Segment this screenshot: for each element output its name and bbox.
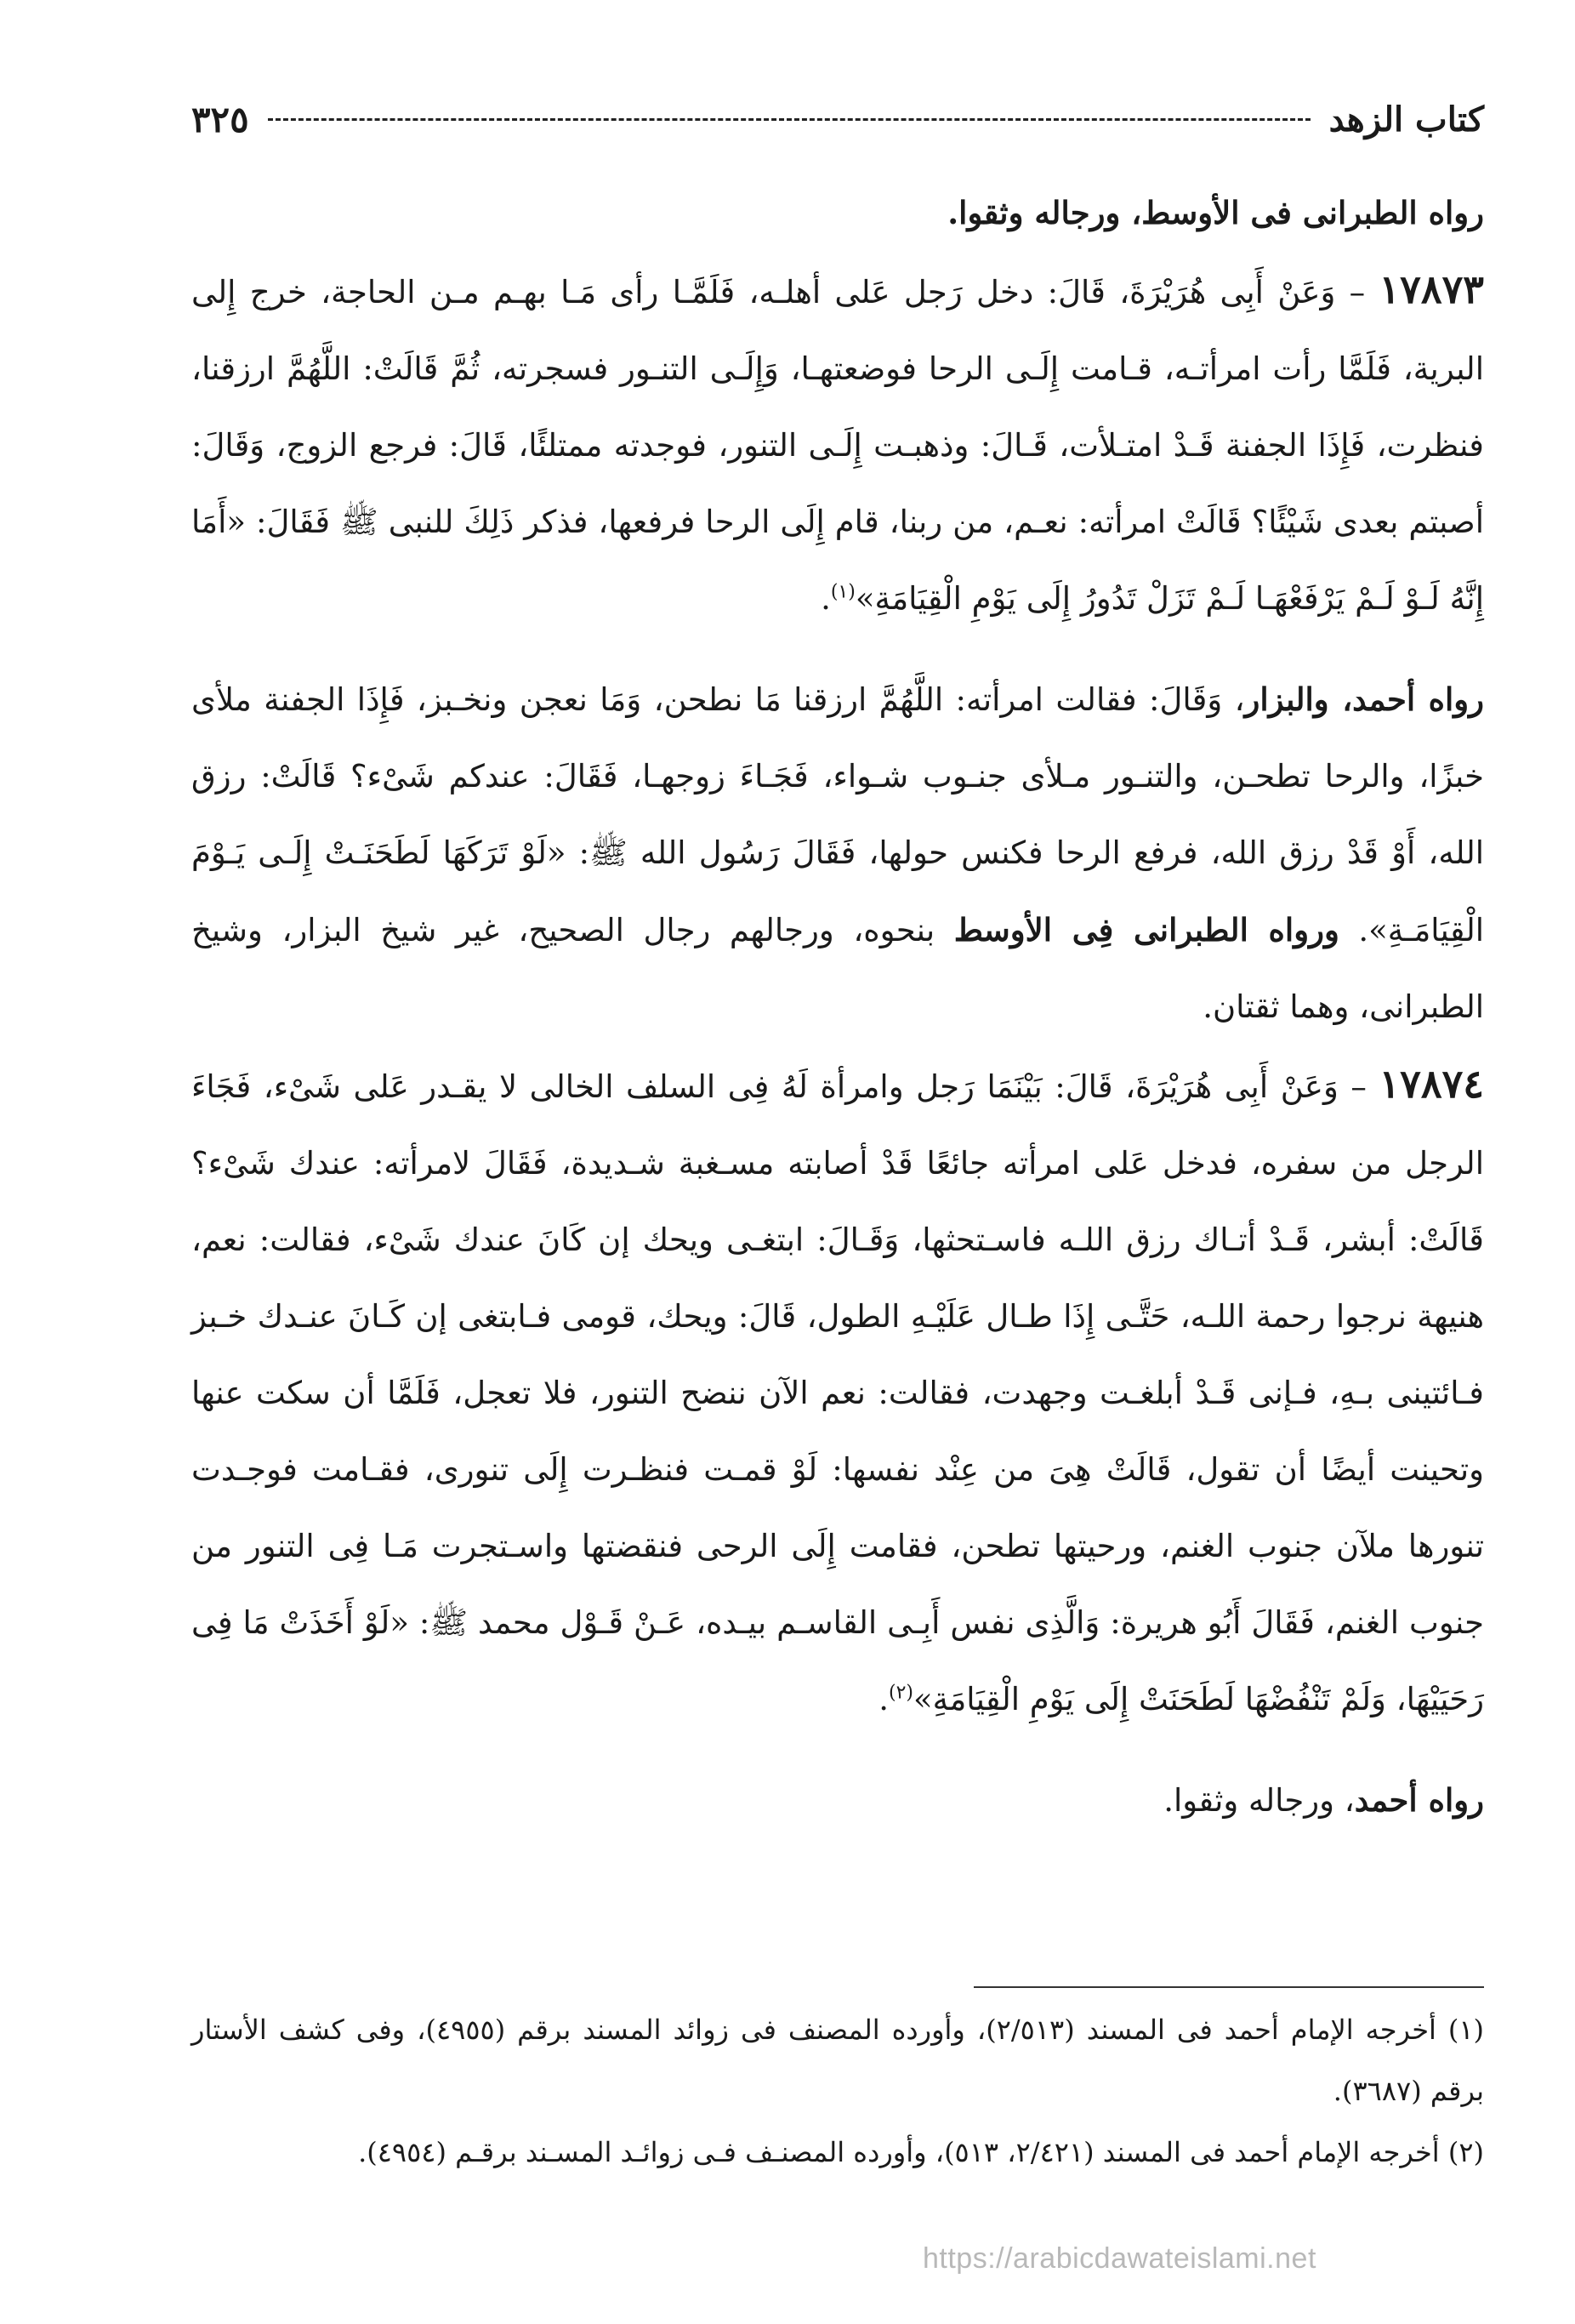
footnote-separator bbox=[974, 1986, 1484, 1988]
header-dash-rule bbox=[268, 118, 1311, 121]
paragraph-gap bbox=[191, 1738, 1484, 1762]
hadith-17874 bbox=[191, 1045, 1484, 1738]
footnote-ref: (١) bbox=[830, 581, 856, 603]
paragraph-gap bbox=[191, 637, 1484, 661]
footnote-1: (١) أخرجه الإمام أحمد فى المسند (٢/٥١٣)، وأورده المصنف فى زوائد المسند برقم (٤٩٥٥)، وفى كشف الأستار برقم (٣٦٨٧). bbox=[191, 2014, 1485, 2107]
hadith-text: – وَعَنْ أَبِى هُرَيْرَةَ، قَالَ: دخل رَجل عَلى أهلـه، فَلَمَّـا رأى مَـا بهـم مـن الحاجة، خرج إِلى البرية، فَلَمَّا رأت امرأتـه، قـامت إِلَـى الرحا فوضعتهـا، وَإِلَـى التنـور فسجرته، ثُمَّ قَالَتْ: اللَّهُمَّ ارزقنا، فنظرت، فَإِذَا الجفنة قَـدْ امتـلأت، قَـالَ: وذهبـت إِلَـى التنور، فوجدته ممتلئًا، قَالَ: فرجع الزوج، وَقَالَ: أصبتم بعدى شَيْئًا؟ قَالَتْ امرأته: نعـم، من ربنا، قام إِلَى الرحا فرفعها، فذكر ذَلِكَ للنبى ﷺ فَقَالَ: «أَمَا إِنَّهُ لَـوْ لَـمْ يَرْفَعْهَـا لَـمْ تَزَلْ تَدُورُ إِلَى يَوْمِ الْقِيَامَةِ» bbox=[191, 274, 1484, 617]
page-number: ٣٢٥ bbox=[191, 98, 249, 140]
narrator-source: رواه أحمد bbox=[1354, 1781, 1484, 1819]
note-text: ، ورجاله وثقوا. bbox=[1163, 1782, 1355, 1819]
narrator-source: رواه أحمد، والبزار bbox=[1244, 681, 1485, 718]
narration-note: رواه الطبرانى فى الأوسط، ورجاله وثقوا. bbox=[947, 194, 1484, 231]
main-text bbox=[191, 174, 1484, 1839]
hadith-number: ١٧٨٧٤ bbox=[1379, 1061, 1484, 1107]
footnote-ref: (٢) bbox=[888, 1682, 913, 1704]
period: . bbox=[878, 1681, 889, 1717]
hadith-text: – وَعَنْ أَبِى هُرَيْرَةَ، قَالَ: بَيْنَمَا رَجل وامرأة لَهُ فِى السلف الخالى لا يقـدر عَلى شَىْء، فَجَاءَ الرجل من سفره، فدخل عَلى امرأته جائعًا قَدْ أصابته مسـغبة شـديدة، فَقَالَ لامرأته: عندك شَىْء؟ قَالَتْ: أبشر، قَـدْ أتـاك رزق اللـه فاسـتحثها، وَقَـالَ: ابتغـى ويحك إن كَانَ عندك شَىْء، فقالت: نعم، هنيهة نرجوا رحمة اللـه، حَتَّـى إِذَا طـال عَلَيْـهِ الطول، قَالَ: ويحك، قومى فـابتغى إن كَـانَ عنـدك خـبز فـائتينى بـهِ، فـإنى قَـدْ أبلغـت وجهدت، فقالت: نعم الآن ننضح التنور، فلا تعجل، فَلَمَّا أن سكت عنها وتحينت أيضًا أن تقول، قَالَتْ هِىَ من عِنْد نفسها: لَوْ قمـت فنظـرت إِلَى تنورى، فقـامت فوجـدت تنورها ملآن جنوب الغنم، ورحيتها تطحن، فقامت إِلَى الرحى فنقضتها واسـتجرت مَـا فِى التنور من جنوب الغنم، فَقَالَ أَبُو هريرة: وَالَّذِى نفس أَبِـى القاسـم بيـده، عَـنْ قَـوْل محمد ﷺ: «لَوْ أَخَذَتْ مَا فِى رَحَيَيْهَا، وَلَمْ تَنْفُضْهَا لَطَحَنَتْ إِلَى يَوْمِ الْقِيَامَةِ» bbox=[191, 1068, 1484, 1717]
hadith-number: ١٧٨٧٣ bbox=[1379, 266, 1484, 312]
book-title: كتاب الزهد bbox=[1328, 99, 1484, 140]
narration-note-2 bbox=[191, 1762, 1484, 1839]
narration-commentary bbox=[191, 661, 1484, 1045]
footnote-2: (٢) أخرجه الإمام أحمد فى المسند (٢/٤٢١، ٥١٣)، وأورده المصنـف فـى زوائـد المسـند برقـم (٤٩٥٤). bbox=[358, 2136, 1484, 2168]
commentary-text: ، وَقَالَ: فقالت امرأته: اللَّهُمَّ ارزقنا مَا نطحن، وَمَا نعجن ونخـبز، فَإِذَا الجفنة ملأى خبزًا، والرحا تطحـن، والتنـور مـلأى جنـوب شـواء، فَجَـاءَ زوجهـا، فَقَالَ: عندكم شَىْء؟ قَالَتْ: رزق الله، أَوْ قَدْ رزق الله، فرفع الرحا فكنس حولها، فَقَالَ رَسُول الله ﷺ: «لَوْ تَرَكَهَا لَطَحَنَـتْ إِلَـى يَـوْمَ الْقِيَامَـةِ». bbox=[191, 681, 1484, 948]
narrator-source-2: ورواه الطبرانى فِى الأوسط bbox=[953, 911, 1339, 948]
watermark-url: https://arabicdawateislami.net bbox=[923, 2242, 1316, 2275]
book-page bbox=[191, 85, 1484, 2297]
footnotes bbox=[191, 1999, 1484, 2183]
hadith-17873 bbox=[191, 251, 1484, 637]
commentary-text-2: بنحوه، ورجالهم رجال الصحيح، غير شيخ البزار، وشيخ الطبرانى، وهما ثقتان. bbox=[191, 912, 1484, 1025]
running-header bbox=[191, 85, 1484, 153]
period: . bbox=[821, 580, 831, 617]
